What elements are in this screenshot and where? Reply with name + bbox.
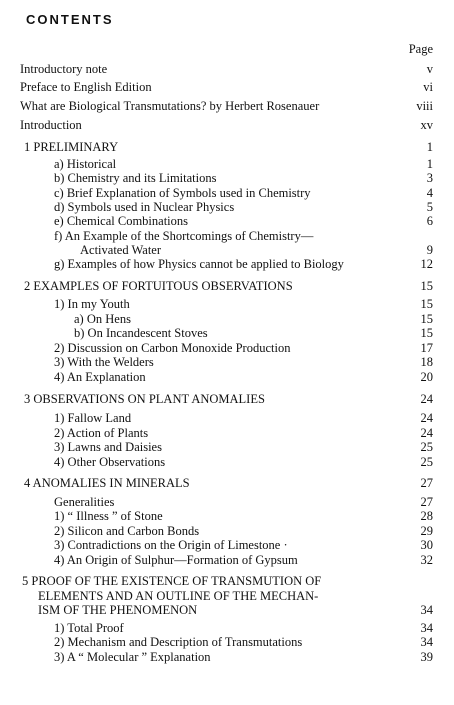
entry-page-number: 4	[426, 185, 433, 200]
section-entry	[54, 157, 116, 171]
entry-page-number: 12	[420, 257, 433, 272]
chapter-title-line: 5 PROOF OF THE EXISTENCE OF TRANSMUTION OF	[22, 574, 322, 588]
entry-title: 1) In my Youth	[54, 297, 130, 311]
section-entry	[54, 411, 131, 425]
entry-page-number: 20	[420, 369, 433, 384]
entry-page-number: 3	[426, 171, 433, 186]
entry-page-number: 24	[420, 425, 433, 440]
entry-title: 4) An Explanation	[54, 369, 146, 384]
entry-title: What are Biological Transmutations? by Herbert Rosenauer	[20, 99, 320, 113]
section-entry	[54, 524, 199, 538]
section-entry	[54, 186, 311, 200]
chapter-title-line: ISM OF THE PHENOMENON	[38, 603, 198, 617]
entry-title: a) Historical	[54, 157, 117, 171]
chapter-title	[24, 140, 118, 154]
entry-page-number: 15	[420, 326, 433, 340]
entry-page-number: 15	[420, 297, 433, 311]
entry-title: g) Examples of how Physics cannot be applied to Biology	[54, 257, 344, 272]
entry-page-number: 34	[420, 635, 433, 650]
chapter-title	[24, 476, 190, 490]
entry-title: 2) Mechanism and Description of Transmutations	[54, 635, 303, 650]
entry-title: Introduction	[20, 118, 82, 132]
entry-page-number: 24	[420, 411, 433, 425]
entry-title: f) An Example of the Shortcomings of Chemistry—	[54, 228, 314, 243]
entry-page-number: 5	[426, 199, 433, 214]
front-matter-entry	[20, 62, 107, 76]
section-entry	[54, 621, 124, 635]
entry-title: b) On Incandescent Stoves	[74, 326, 208, 340]
page-column-label: Page	[408, 42, 433, 56]
section-entry	[80, 243, 161, 257]
section-entry	[54, 200, 234, 214]
entry-title: d) Symbols used in Nuclear Physics	[54, 199, 235, 214]
entry-title: 4) An Origin of Sulphur—Formation of Gypsum	[54, 552, 298, 567]
section-entry	[54, 257, 344, 271]
entry-page-number: 30	[420, 538, 433, 553]
entry-title: 4 ANOMALIES IN MINERALS	[24, 476, 190, 490]
section-entry	[54, 495, 114, 509]
front-matter-entry	[20, 80, 152, 94]
chapter-title	[24, 279, 293, 293]
entry-page-number: viii	[416, 99, 433, 113]
entry-page-number: 18	[420, 355, 433, 369]
entry-title: 1) Fallow Land	[54, 411, 132, 425]
chapter-title	[24, 392, 265, 406]
entry-page-number: 15	[420, 279, 433, 293]
section-entry	[74, 312, 131, 326]
entry-page-number: v	[426, 62, 433, 76]
entry-title: a) On Hens	[74, 311, 131, 326]
front-matter-entry	[20, 118, 82, 132]
entry-page-number: 6	[426, 214, 433, 229]
section-entry	[54, 650, 211, 664]
entry-page-number: 39	[420, 649, 433, 664]
entry-title: Introductory note	[20, 62, 108, 76]
section-entry	[54, 426, 148, 440]
section-entry	[54, 370, 146, 384]
section-entry	[54, 538, 288, 552]
section-entry	[54, 509, 163, 523]
entry-page-number: 32	[420, 552, 433, 567]
entry-page-number: 25	[420, 454, 433, 469]
entry-title: c) Brief Explanation of Symbols used in Chemistry	[54, 185, 311, 200]
chapter-page-number: 34	[420, 603, 433, 617]
entry-title: 2 EXAMPLES OF FORTUITOUS OBSERVATIONS	[24, 279, 293, 293]
entry-page-number: 9	[426, 242, 433, 257]
entry-title: e) Chemical Combinations	[54, 214, 189, 229]
section-entry	[74, 326, 208, 340]
entry-title: Preface to English Edition	[20, 80, 152, 94]
entry-title: 1) Total Proof	[54, 621, 124, 635]
section-entry	[54, 297, 130, 311]
entry-page-number: 27	[420, 476, 433, 490]
entry-title: Activated Water	[80, 242, 162, 257]
section-entry	[54, 635, 302, 649]
front-matter-entry	[20, 99, 319, 113]
entry-page-number: 1	[426, 140, 433, 154]
entry-title: 4) Other Observations	[54, 454, 166, 469]
entry-page-number: 27	[420, 495, 433, 509]
entry-title: Generalities	[54, 495, 115, 509]
entry-title: 3) A “ Molecular ” Explanation	[54, 649, 211, 664]
entry-title: 3 OBSERVATIONS ON PLANT ANOMALIES	[24, 392, 265, 406]
entry-page-number: 1	[426, 157, 433, 171]
entry-page-number: 28	[420, 509, 433, 524]
entry-page-number: 24	[420, 392, 433, 406]
entry-page-number: vi	[423, 80, 433, 94]
entry-title: 2) Discussion on Carbon Monoxide Production	[54, 340, 291, 355]
section-entry	[54, 455, 165, 469]
entry-title: 1) “ Illness ” of Stone	[54, 509, 163, 524]
section-entry	[54, 214, 188, 228]
entry-page-number: xv	[420, 118, 433, 132]
entry-title: 2) Action of Plants	[54, 425, 149, 440]
section-entry	[54, 171, 217, 185]
entry-page-number: 17	[420, 340, 433, 355]
entry-title: 1 PRELIMINARY	[24, 140, 119, 154]
entry-page-number: 15	[420, 311, 433, 326]
entry-page-number: 25	[420, 440, 433, 454]
section-entry	[54, 341, 290, 355]
entry-title: 3) Contradictions on the Origin of Limestone ·	[54, 538, 288, 553]
entry-page-number: 29	[420, 523, 433, 538]
section-entry	[54, 440, 162, 454]
section-entry	[54, 553, 298, 567]
chapter-title-line: ELEMENTS AND AN OUTLINE OF THE MECHAN-	[38, 588, 319, 603]
entry-page-number: 34	[420, 621, 433, 635]
page-title: CONTENTS	[26, 12, 114, 27]
section-entry	[54, 229, 313, 243]
entry-title: 3) With the Welders	[54, 355, 154, 369]
entry-title: 3) Lawns and Daisies	[54, 440, 162, 454]
entry-title: 2) Silicon and Carbon Bonds	[54, 523, 200, 538]
section-entry	[54, 355, 154, 369]
entry-title: b) Chemistry and its Limitations	[54, 171, 217, 186]
